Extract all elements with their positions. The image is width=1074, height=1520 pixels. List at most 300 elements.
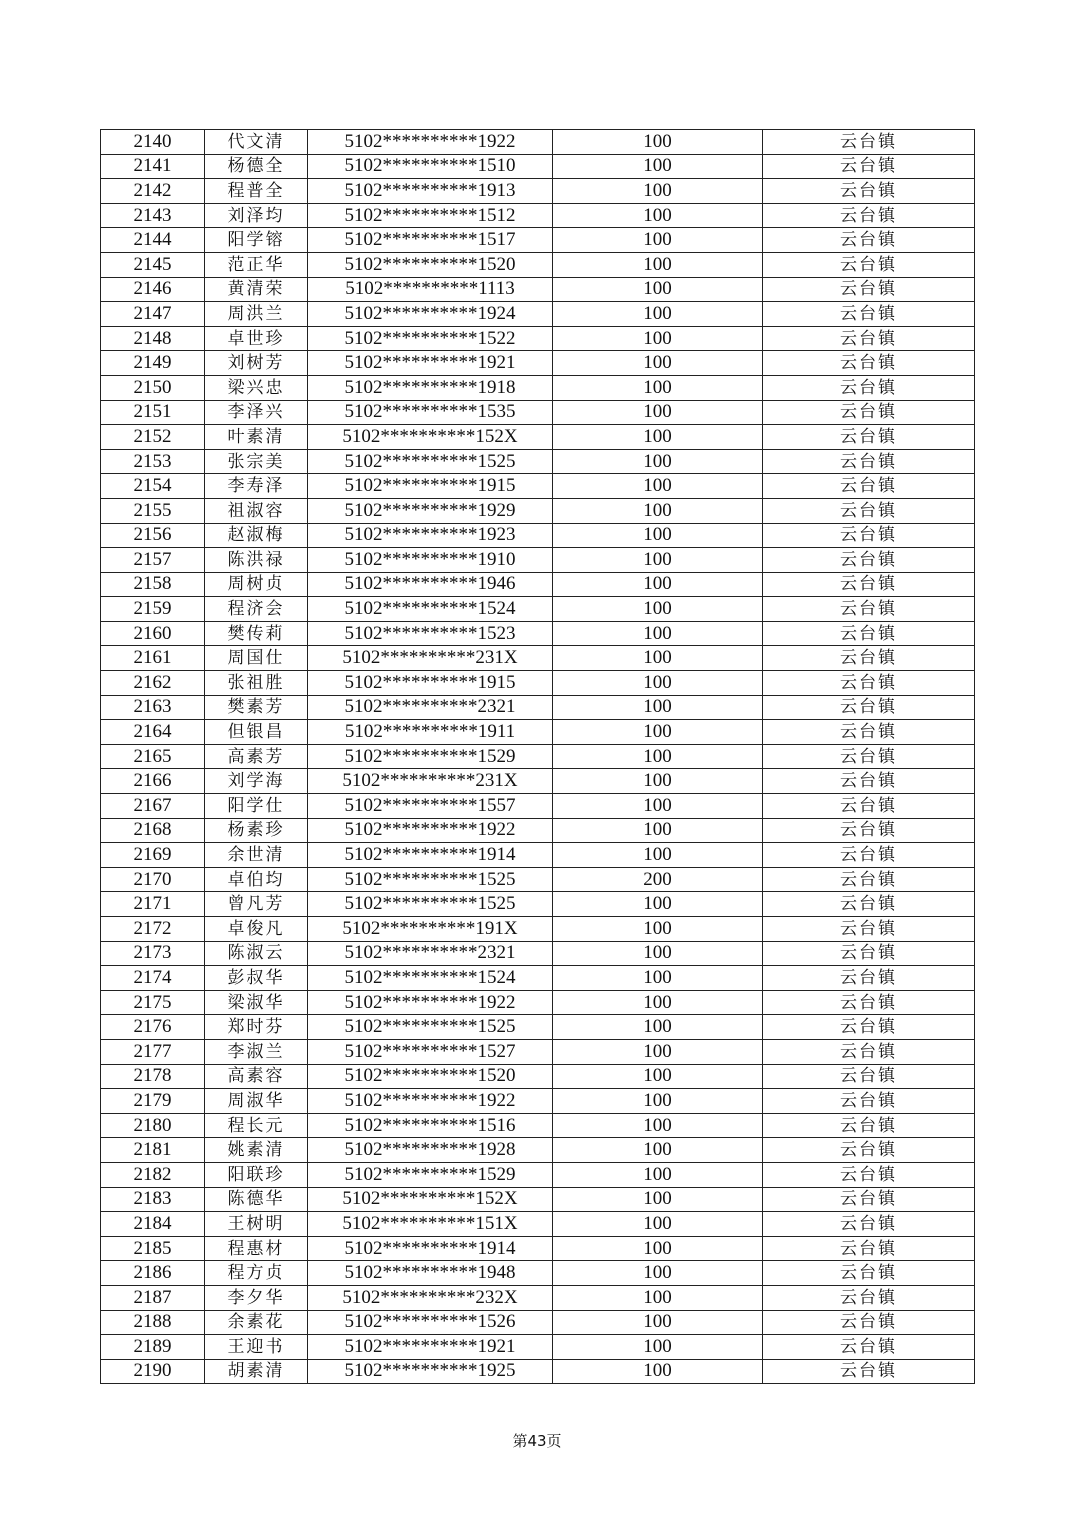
name-cell: 周国仕 [205,646,308,671]
town-cell: 云台镇 [763,326,975,351]
name-cell: 周树贞 [205,572,308,597]
amount-cell: 100 [553,744,763,769]
town-cell: 云台镇 [763,1212,975,1237]
id-number-cell: 5102**********1922 [308,990,553,1015]
id-number-cell: 5102**********1526 [308,1310,553,1335]
table-row [101,990,975,1015]
serial-number-cell: 2162 [101,671,205,696]
name-cell: 程长元 [205,1113,308,1138]
name-cell: 梁淑华 [205,990,308,1015]
name-cell: 卓世珍 [205,326,308,351]
amount-cell: 100 [553,597,763,622]
name-cell: 樊传莉 [205,621,308,646]
amount-cell: 100 [553,1285,763,1310]
id-number-cell: 5102**********1915 [308,671,553,696]
amount-cell: 100 [553,892,763,917]
table-row [101,621,975,646]
town-cell: 云台镇 [763,720,975,745]
name-cell: 阳联珍 [205,1162,308,1187]
serial-number-cell: 2150 [101,375,205,400]
amount-cell: 100 [553,375,763,400]
table-row [101,1359,975,1384]
serial-number-cell: 2157 [101,548,205,573]
table-row [101,572,975,597]
table-row [101,203,975,228]
table-row [101,474,975,499]
amount-cell: 100 [553,449,763,474]
amount-cell: 100 [553,769,763,794]
town-cell: 云台镇 [763,1039,975,1064]
town-cell: 云台镇 [763,375,975,400]
table-row [101,1261,975,1286]
serial-number-cell: 2176 [101,1015,205,1040]
town-cell: 云台镇 [763,203,975,228]
town-cell: 云台镇 [763,867,975,892]
name-cell: 程普全 [205,179,308,204]
table-row [101,646,975,671]
id-number-cell: 5102**********191X [308,917,553,942]
table-row [101,867,975,892]
town-cell: 云台镇 [763,1236,975,1261]
table-row [101,695,975,720]
town-cell: 云台镇 [763,621,975,646]
name-cell: 张宗美 [205,449,308,474]
name-cell: 叶素清 [205,425,308,450]
serial-number-cell: 2145 [101,252,205,277]
amount-cell: 100 [553,203,763,228]
name-cell: 范正华 [205,252,308,277]
table-row [101,794,975,819]
town-cell: 云台镇 [763,818,975,843]
serial-number-cell: 2181 [101,1138,205,1163]
table-row [101,252,975,277]
name-cell: 黄清荣 [205,277,308,302]
amount-cell: 100 [553,695,763,720]
town-cell: 云台镇 [763,769,975,794]
amount-cell: 100 [553,818,763,843]
serial-number-cell: 2179 [101,1089,205,1114]
name-cell: 李寿泽 [205,474,308,499]
name-cell: 陈淑云 [205,941,308,966]
id-number-cell: 5102**********1910 [308,548,553,573]
table-row [101,818,975,843]
name-cell: 彭叔华 [205,966,308,991]
serial-number-cell: 2180 [101,1113,205,1138]
serial-number-cell: 2168 [101,818,205,843]
name-cell: 高素芳 [205,744,308,769]
name-cell: 杨德全 [205,154,308,179]
table-row [101,1138,975,1163]
amount-cell: 100 [553,252,763,277]
id-number-cell: 5102**********1924 [308,302,553,327]
amount-cell: 100 [553,621,763,646]
town-cell: 云台镇 [763,1064,975,1089]
id-number-cell: 5102**********231X [308,646,553,671]
table-row [101,375,975,400]
id-number-cell: 5102**********1529 [308,744,553,769]
town-cell: 云台镇 [763,1015,975,1040]
town-cell: 云台镇 [763,1310,975,1335]
id-number-cell: 5102**********1921 [308,351,553,376]
table-row [101,1212,975,1237]
name-cell: 余素花 [205,1310,308,1335]
amount-cell: 100 [553,179,763,204]
amount-cell: 100 [553,425,763,450]
id-number-cell: 5102**********1516 [308,1113,553,1138]
town-cell: 云台镇 [763,990,975,1015]
serial-number-cell: 2186 [101,1261,205,1286]
serial-number-cell: 2182 [101,1162,205,1187]
town-cell: 云台镇 [763,277,975,302]
town-cell: 云台镇 [763,1335,975,1360]
serial-number-cell: 2173 [101,941,205,966]
town-cell: 云台镇 [763,695,975,720]
serial-number-cell: 2183 [101,1187,205,1212]
serial-number-cell: 2175 [101,990,205,1015]
id-number-cell: 5102**********231X [308,769,553,794]
serial-number-cell: 2166 [101,769,205,794]
serial-number-cell: 2159 [101,597,205,622]
table-row [101,597,975,622]
id-number-cell: 5102**********1929 [308,498,553,523]
name-cell: 赵淑梅 [205,523,308,548]
table-row [101,671,975,696]
amount-cell: 100 [553,1089,763,1114]
id-number-cell: 5102**********1913 [308,179,553,204]
table-row [101,179,975,204]
table-row [101,548,975,573]
id-number-cell: 5102**********1915 [308,474,553,499]
serial-number-cell: 2171 [101,892,205,917]
name-cell: 胡素清 [205,1359,308,1384]
amount-cell: 100 [553,1138,763,1163]
id-number-cell: 5102**********1524 [308,966,553,991]
id-number-cell: 5102**********1925 [308,1359,553,1384]
amount-cell: 100 [553,1039,763,1064]
town-cell: 云台镇 [763,671,975,696]
name-cell: 曾凡芳 [205,892,308,917]
serial-number-cell: 2189 [101,1335,205,1360]
id-number-cell: 5102**********232X [308,1285,553,1310]
amount-cell: 100 [553,572,763,597]
id-number-cell: 5102**********1948 [308,1261,553,1286]
serial-number-cell: 2161 [101,646,205,671]
id-number-cell: 5102**********1525 [308,449,553,474]
amount-cell: 100 [553,1335,763,1360]
town-cell: 云台镇 [763,498,975,523]
table-row [101,302,975,327]
town-cell: 云台镇 [763,425,975,450]
amount-cell: 100 [553,646,763,671]
serial-number-cell: 2163 [101,695,205,720]
table-row [101,523,975,548]
town-cell: 云台镇 [763,548,975,573]
table-row [101,941,975,966]
id-number-cell: 5102**********1946 [308,572,553,597]
page-number: 第43页 [512,1432,562,1450]
serial-number-cell: 2170 [101,867,205,892]
id-number-cell: 5102**********1512 [308,203,553,228]
town-cell: 云台镇 [763,1261,975,1286]
id-number-cell: 5102**********1911 [308,720,553,745]
amount-cell: 100 [553,941,763,966]
name-cell: 周洪兰 [205,302,308,327]
table-row [101,1335,975,1360]
town-cell: 云台镇 [763,794,975,819]
id-number-cell: 5102**********1510 [308,154,553,179]
town-cell: 云台镇 [763,941,975,966]
id-number-cell: 5102**********1921 [308,1335,553,1360]
table-row [101,720,975,745]
name-cell: 阳学仕 [205,794,308,819]
serial-number-cell: 2144 [101,228,205,253]
id-number-cell: 5102**********1524 [308,597,553,622]
amount-cell: 100 [553,1064,763,1089]
town-cell: 云台镇 [763,572,975,597]
name-cell: 陈德华 [205,1187,308,1212]
town-cell: 云台镇 [763,1359,975,1384]
table-row [101,449,975,474]
town-cell: 云台镇 [763,966,975,991]
town-cell: 云台镇 [763,597,975,622]
serial-number-cell: 2178 [101,1064,205,1089]
amount-cell: 100 [553,966,763,991]
name-cell: 但银昌 [205,720,308,745]
table-row [101,966,975,991]
town-cell: 云台镇 [763,744,975,769]
amount-cell: 100 [553,154,763,179]
table-row [101,1089,975,1114]
name-cell: 刘树芳 [205,351,308,376]
town-cell: 云台镇 [763,474,975,499]
name-cell: 郑时芬 [205,1015,308,1040]
amount-cell: 100 [553,302,763,327]
table-row [101,744,975,769]
amount-cell: 100 [553,523,763,548]
name-cell: 卓伯均 [205,867,308,892]
table-row [101,769,975,794]
name-cell: 张祖胜 [205,671,308,696]
name-cell: 阳学镕 [205,228,308,253]
id-number-cell: 5102**********1535 [308,400,553,425]
serial-number-cell: 2169 [101,843,205,868]
amount-cell: 100 [553,498,763,523]
serial-number-cell: 2188 [101,1310,205,1335]
table-row [101,843,975,868]
serial-number-cell: 2184 [101,1212,205,1237]
town-cell: 云台镇 [763,400,975,425]
amount-cell: 100 [553,1261,763,1286]
id-number-cell: 5102**********1923 [308,523,553,548]
serial-number-cell: 2146 [101,277,205,302]
id-number-cell: 5102**********1918 [308,375,553,400]
name-cell: 梁兴忠 [205,375,308,400]
serial-number-cell: 2142 [101,179,205,204]
name-cell: 杨素珍 [205,818,308,843]
name-cell: 高素容 [205,1064,308,1089]
name-cell: 李夕华 [205,1285,308,1310]
name-cell: 王迎书 [205,1335,308,1360]
serial-number-cell: 2187 [101,1285,205,1310]
id-number-cell: 5102**********1525 [308,892,553,917]
id-number-cell: 5102**********1557 [308,794,553,819]
table-row [101,1113,975,1138]
id-number-cell: 5102**********152X [308,1187,553,1212]
amount-cell: 200 [553,867,763,892]
serial-number-cell: 2143 [101,203,205,228]
town-cell: 云台镇 [763,351,975,376]
name-cell: 程方贞 [205,1261,308,1286]
id-number-cell: 5102**********1525 [308,1015,553,1040]
amount-cell: 100 [553,794,763,819]
amount-cell: 100 [553,1015,763,1040]
id-number-cell: 5102**********1922 [308,818,553,843]
id-number-cell: 5102**********1525 [308,867,553,892]
town-cell: 云台镇 [763,449,975,474]
roster-table [100,129,975,1384]
serial-number-cell: 2154 [101,474,205,499]
table-row [101,154,975,179]
town-cell: 云台镇 [763,154,975,179]
town-cell: 云台镇 [763,130,975,155]
name-cell: 程惠材 [205,1236,308,1261]
amount-cell: 100 [553,1113,763,1138]
table-row [101,326,975,351]
name-cell: 余世清 [205,843,308,868]
id-number-cell: 5102**********1529 [308,1162,553,1187]
name-cell: 姚素清 [205,1138,308,1163]
serial-number-cell: 2167 [101,794,205,819]
town-cell: 云台镇 [763,843,975,868]
name-cell: 王树明 [205,1212,308,1237]
serial-number-cell: 2153 [101,449,205,474]
table-row [101,130,975,155]
name-cell: 代文清 [205,130,308,155]
serial-number-cell: 2172 [101,917,205,942]
town-cell: 云台镇 [763,917,975,942]
id-number-cell: 5102**********152X [308,425,553,450]
serial-number-cell: 2177 [101,1039,205,1064]
name-cell: 卓俊凡 [205,917,308,942]
serial-number-cell: 2152 [101,425,205,450]
table-row [101,1187,975,1212]
table-row [101,1064,975,1089]
serial-number-cell: 2141 [101,154,205,179]
table-row [101,917,975,942]
town-cell: 云台镇 [763,1162,975,1187]
table-row [101,1039,975,1064]
town-cell: 云台镇 [763,892,975,917]
serial-number-cell: 2158 [101,572,205,597]
serial-number-cell: 2165 [101,744,205,769]
table-row [101,1310,975,1335]
amount-cell: 100 [553,1310,763,1335]
id-number-cell: 5102**********2321 [308,695,553,720]
table-row [101,400,975,425]
table-row [101,1015,975,1040]
name-cell: 祖淑容 [205,498,308,523]
id-number-cell: 5102**********1914 [308,1236,553,1261]
town-cell: 云台镇 [763,1138,975,1163]
amount-cell: 100 [553,720,763,745]
town-cell: 云台镇 [763,1187,975,1212]
serial-number-cell: 2155 [101,498,205,523]
town-cell: 云台镇 [763,646,975,671]
serial-number-cell: 2185 [101,1236,205,1261]
table-row [101,892,975,917]
id-number-cell: 5102**********1522 [308,326,553,351]
name-cell: 周淑华 [205,1089,308,1114]
town-cell: 云台镇 [763,1285,975,1310]
serial-number-cell: 2147 [101,302,205,327]
name-cell: 李淑兰 [205,1039,308,1064]
amount-cell: 100 [553,1359,763,1384]
town-cell: 云台镇 [763,1089,975,1114]
serial-number-cell: 2174 [101,966,205,991]
name-cell: 刘学海 [205,769,308,794]
amount-cell: 100 [553,990,763,1015]
name-cell: 刘泽均 [205,203,308,228]
amount-cell: 100 [553,1212,763,1237]
amount-cell: 100 [553,548,763,573]
town-cell: 云台镇 [763,523,975,548]
table-row [101,277,975,302]
id-number-cell: 5102**********1928 [308,1138,553,1163]
amount-cell: 100 [553,130,763,155]
id-number-cell: 5102**********2321 [308,941,553,966]
name-cell: 樊素芳 [205,695,308,720]
id-number-cell: 5102**********151X [308,1212,553,1237]
table-row [101,1162,975,1187]
town-cell: 云台镇 [763,228,975,253]
town-cell: 云台镇 [763,179,975,204]
id-number-cell: 5102**********1914 [308,843,553,868]
serial-number-cell: 2156 [101,523,205,548]
amount-cell: 100 [553,474,763,499]
amount-cell: 100 [553,671,763,696]
amount-cell: 100 [553,277,763,302]
amount-cell: 100 [553,326,763,351]
name-cell: 程济会 [205,597,308,622]
amount-cell: 100 [553,843,763,868]
serial-number-cell: 2160 [101,621,205,646]
table-row [101,351,975,376]
serial-number-cell: 2190 [101,1359,205,1384]
id-number-cell: 5102**********1523 [308,621,553,646]
town-cell: 云台镇 [763,1113,975,1138]
table-row [101,228,975,253]
amount-cell: 100 [553,1187,763,1212]
serial-number-cell: 2148 [101,326,205,351]
id-number-cell: 5102**********1517 [308,228,553,253]
id-number-cell: 5102**********1113 [308,277,553,302]
serial-number-cell: 2164 [101,720,205,745]
name-cell: 陈洪禄 [205,548,308,573]
amount-cell: 100 [553,400,763,425]
roster-body [101,130,975,1384]
id-number-cell: 5102**********1922 [308,130,553,155]
amount-cell: 100 [553,228,763,253]
serial-number-cell: 2149 [101,351,205,376]
id-number-cell: 5102**********1520 [308,252,553,277]
amount-cell: 100 [553,351,763,376]
table-row [101,425,975,450]
table-row [101,1236,975,1261]
id-number-cell: 5102**********1922 [308,1089,553,1114]
table-row [101,1285,975,1310]
amount-cell: 100 [553,917,763,942]
serial-number-cell: 2140 [101,130,205,155]
